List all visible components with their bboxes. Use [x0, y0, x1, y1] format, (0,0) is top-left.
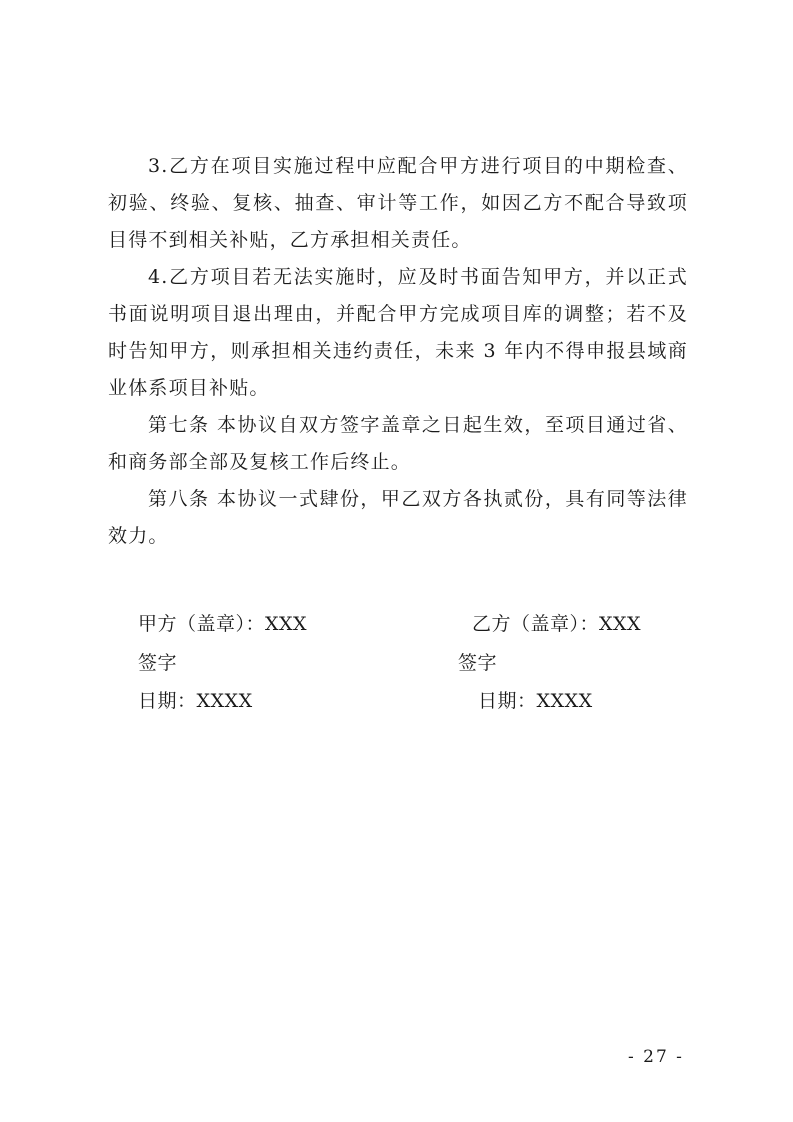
- article-seven-paragraph: 第七条 本协议自双方签字盖章之日起生效，至项目通过省、和商务部全部及复核工作后终止。: [108, 414, 688, 473]
- clause-paragraph-3: 3.乙方在项目实施过程中应配合甲方进行项目的中期检查、初验、终验、复核、抽查、审计等工作，如因乙方不配合导致项目得不到相关补贴，乙方承担相关责任。: [108, 155, 688, 251]
- party-b-seal-line: 乙方（盖章）：XXX: [472, 613, 642, 635]
- article-eight-paragraph: 第八条 本协议一式肆份，甲乙双方各执贰份，具有同等法律效力。: [108, 488, 688, 547]
- party-a-date-line: 日期：XXXX: [138, 690, 253, 712]
- page-number: - 27 -: [628, 1047, 684, 1067]
- party-a-sign-line: 签字: [138, 652, 178, 674]
- party-a-seal-line: 甲方（盖章）：XXX: [138, 613, 308, 635]
- party-b-sign-line: 签字: [458, 652, 498, 674]
- clause-paragraph-4: 4.乙方项目若无法实施时，应及时书面告知甲方，并以正式书面说明项目退出理由，并配合甲方完成项目库的调整；若不及时告知甲方，则承担相关违约责任，未来 3 年内不得申报县域商业体系项目补贴。: [108, 266, 688, 399]
- document-body: [108, 148, 688, 555]
- party-b-date-line: 日期：XXXX: [478, 690, 593, 712]
